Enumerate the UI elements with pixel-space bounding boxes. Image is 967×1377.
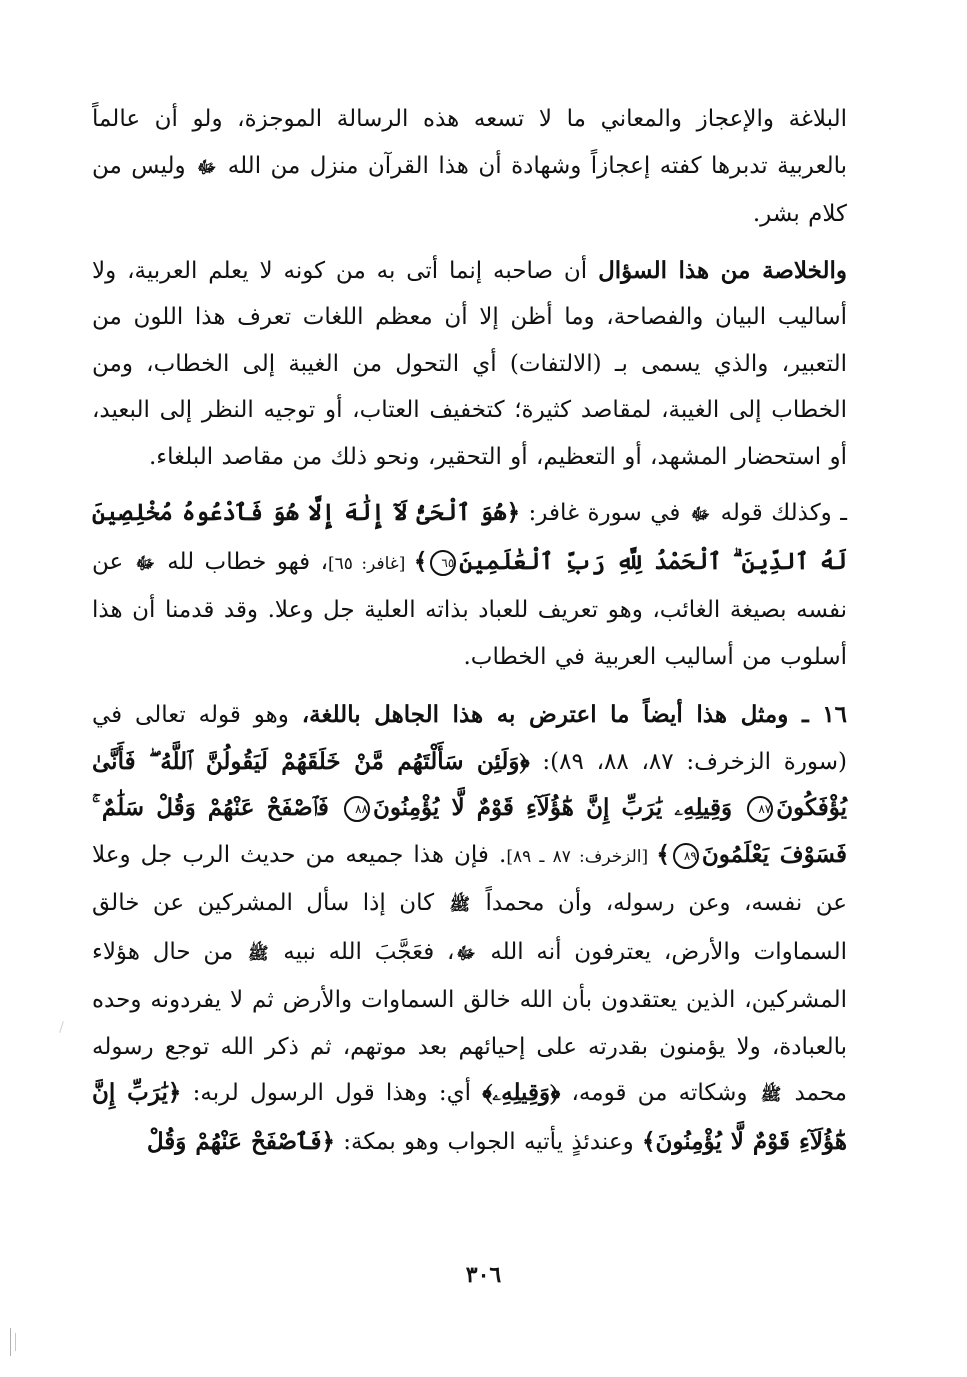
honorific-allah-icon: ﷻ: [456, 943, 476, 964]
ayah-number-marker: ٨٨: [344, 796, 370, 822]
p4-verse-f: ﴿فَٱصْفَحْ عَنْهُمْ وَقُلْ: [146, 1127, 335, 1155]
paragraph-4: [92, 692, 847, 1165]
p3-citation: [غافر: ٦٥]: [328, 553, 414, 574]
ayah-number-marker: ٦٥: [430, 550, 456, 576]
p4-verse-a: ﴿وَلَئِن سَأَلْتَهُم مَّنْ خَلَقَهُمْ لَيَقُولُنَّ ٱللَّهُ ۖ فَأَنَّىٰ يُؤْفَكُونَ: [92, 747, 848, 821]
p3-intro: ـ وكذلك قوله: [712, 500, 847, 526]
p1-text-b: وليس من كلام بشر.: [92, 152, 847, 227]
p2-bold-lead: والخلاصة من هذا السؤال: [598, 256, 848, 284]
honorific-allah-icon: ﷻ: [197, 157, 217, 178]
p4-citation: [الزخرف: ٨٧ ـ ٨٩]: [506, 846, 657, 867]
p4-verse-c: فَٱصْفَحْ عَنْهُمْ وَقُلْ سَلَٰمٌ ۚ فَسَوْفَ يَعْلَمُونَ: [92, 794, 848, 868]
p3-intro-b: في سورة غافر:: [520, 500, 689, 526]
p3-verse-close: ﴾: [413, 547, 428, 575]
p3-verse: ﴿هُوَ ٱلْحَىُّ لَآ إِلَٰهَ إِلَّا هُوَ فَٱدْعُوهُ مُخْلِصِينَ لَهُ ٱلدِّينَ ۗ ٱلْحَمْدُ لِلَّهِ رَبِّ ٱلْعَٰلَمِينَ: [92, 499, 847, 575]
scan-artifact: [59, 1021, 64, 1033]
p4-text-a: وهو قوله تعالى في (سورة الزخرف: ٨٧، ٨٨، ٨٩):: [92, 702, 847, 775]
honorific-prophet-icon: ﷺ: [760, 1085, 782, 1105]
page-body: [92, 96, 847, 1165]
p3-text-a: ، فهو خطاب لله: [156, 548, 328, 575]
p4-text-e: من حال هؤلاء المشركين، الذين يعتقدون بأن الله خالق السماوات والأرض ثم لا يفردونه وحده بالعبادة، ولا يؤمنون بقدرته على إحيائهم بعد موتهم، ثم ذكر الله توجع رسوله محمد: [92, 938, 847, 1106]
paragraph-2: [92, 248, 847, 481]
honorific-prophet-icon: ﷺ: [449, 895, 471, 915]
page-number: ٣٠٦: [465, 1262, 502, 1288]
paragraph-3: [92, 490, 847, 680]
p4-text-d: ، فعَجَّبَ الله نبيه: [270, 938, 455, 965]
ayah-number-marker: ٨٩: [673, 843, 699, 869]
p3-text-b: عن نفسه بصيغة الغائب، وهو تعريف للعباد بذاته العلية جل وعلا. وقد قدمنا أن هذا أسلوب من أساليب العربية في الخطاب.: [92, 548, 847, 670]
p4-text-b: . فإن هذا جميعه من حديث الرب جل وعلا عن نفسه، وعن رسوله، وأن محمداً: [92, 841, 847, 916]
p1-text-a: البلاغة والإعجاز والمعاني ما لا تسعه هذه الرسالة الموجزة، ولو أن عالماً بالعربية تدبرها كفته إعجازاً وشهادة أن هذا القرآن منزل من الله: [92, 106, 848, 179]
p4-verse-b: وَقِيلِهِۦ يَٰرَبِّ إِنَّ هَٰٓؤُلَآءِ قَوْمٌ لَّا يُؤْمِنُونَ: [373, 794, 745, 821]
p4-bold-lead: ١٦ ـ ومثل هذا أيضاً ما اعترض به هذا الجاهل باللغة،: [301, 701, 847, 728]
ayah-number-marker: ٨٧: [747, 796, 773, 822]
p4-verse-e: ﴿يَٰرَبِّ إِنَّ هَٰٓؤُلَآءِ قَوْمٌ لَّا يُؤْمِنُونَ﴾: [92, 1079, 847, 1155]
honorific-prophet-icon: ﷺ: [247, 943, 269, 964]
scan-edge-mark: [10, 1328, 11, 1356]
honorific-allah-icon: ﷻ: [135, 553, 155, 574]
p4-text-c: كان إذا سأل المشركين عن خالق السماوات والأرض، يعترفون أنه الله: [92, 890, 847, 965]
p4-text-g: أي: وهذا قول الرسول لربه:: [181, 1080, 483, 1106]
p4-verse-d: ﴿وَقِيلِهِۦ﴾: [482, 1079, 561, 1106]
p4-verse-close: ﴾: [656, 840, 670, 868]
p4-text-f: وشكاته من قومه،: [560, 1080, 759, 1106]
paragraph-1: [92, 96, 847, 238]
p2-text: أن صاحبه إنما أتى به من كونه لا يعلم العربية، ولا أساليب البيان والفصاحة، وما أظن إلا أن معظم اللغات تعرف هذا اللون من التعبير، والذي يسمى بـ (الالتفات) أي التحول من الغيبة إلى الخطاب، ومن الخطاب إلى الغيبة، لمقاصد كثيرة؛ كتخفيف العتاب، أو توجيه النظر إلى البعيد، أو استحضار المشهد، أو التعظيم، أو التحقير، ونحو ذلك من مقاصد البلغاء.: [92, 257, 847, 470]
honorific-allah-icon: ﷻ: [690, 505, 711, 525]
scan-edge-mark: [15, 1333, 16, 1351]
p4-text-h: وعندئذٍ يأتيه الجواب وهو بمكة:: [334, 1128, 642, 1155]
